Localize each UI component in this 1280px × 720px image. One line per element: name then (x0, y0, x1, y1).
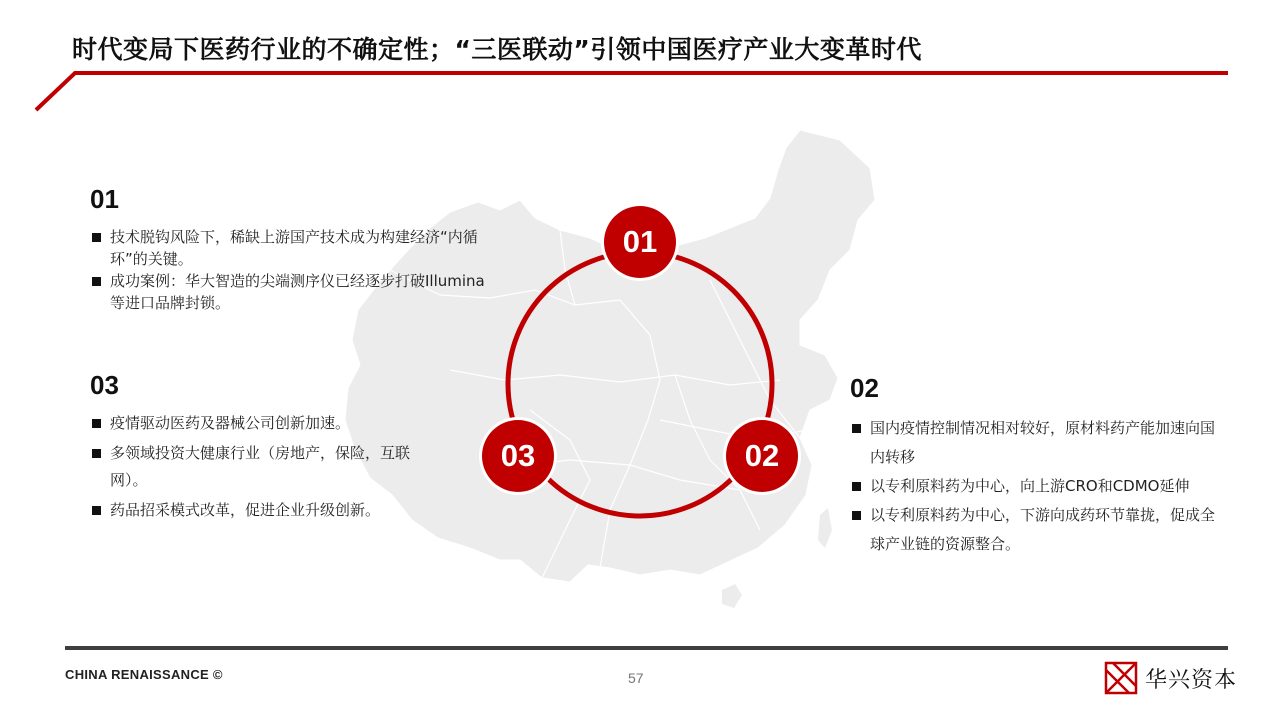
section-03-bullet: 多领域投资大健康行业（房地产，保险，互联网）。 (90, 440, 420, 494)
section-02-bullet: 以专利原料药为中心，下游向成药环节靠拢，促成全球产业链的资源整合。 (850, 501, 1215, 559)
footer-company-name: CHINA RENAISSANCE © (65, 667, 223, 682)
section-01-bullet: 成功案例：华大智造的尖端测序仪已经逐步打破Illumina等进口品牌封锁。 (90, 270, 485, 314)
section-01-bullet-list (90, 226, 485, 314)
section-03-bullet: 药品招采模式改革，促进企业升级创新。 (90, 497, 420, 524)
section-02-number: 02 (850, 373, 879, 403)
section-01-number: 01 (90, 184, 119, 214)
company-logo (1103, 660, 1237, 696)
cycle-badge-01: 01 (604, 206, 676, 278)
section-03-bullet: 疫情驱动医药及器械公司创新加速。 (90, 410, 420, 437)
footer-rule (65, 646, 1228, 650)
slide-title: 时代变局下医药行业的不确定性；“三医联动”引领中国医疗产业大变革时代 (72, 35, 922, 64)
company-logo-text: 华兴资本 (1145, 667, 1238, 693)
section-02-bullet: 国内疫情控制情况相对较好，原材料药产能加速向国内转移 (850, 414, 1215, 472)
section-01-bullet: 技术脱钩风险下，稀缺上游国产技术成为构建经济“内循环”的关键。 (90, 226, 485, 270)
cycle-diagram (470, 196, 810, 526)
page-number: 57 (628, 670, 644, 686)
section-02-bullet: 以专利原料药为中心，向上游CRO和CDMO延伸 (850, 472, 1215, 501)
section-02-bullet-list (850, 414, 1215, 559)
company-logo-mark-icon (1103, 660, 1139, 696)
cycle-badge-03: 03 (482, 420, 554, 492)
cycle-badge-02: 02 (726, 420, 798, 492)
section-03-bullet-list (90, 410, 420, 527)
section-03-number: 03 (90, 370, 119, 400)
